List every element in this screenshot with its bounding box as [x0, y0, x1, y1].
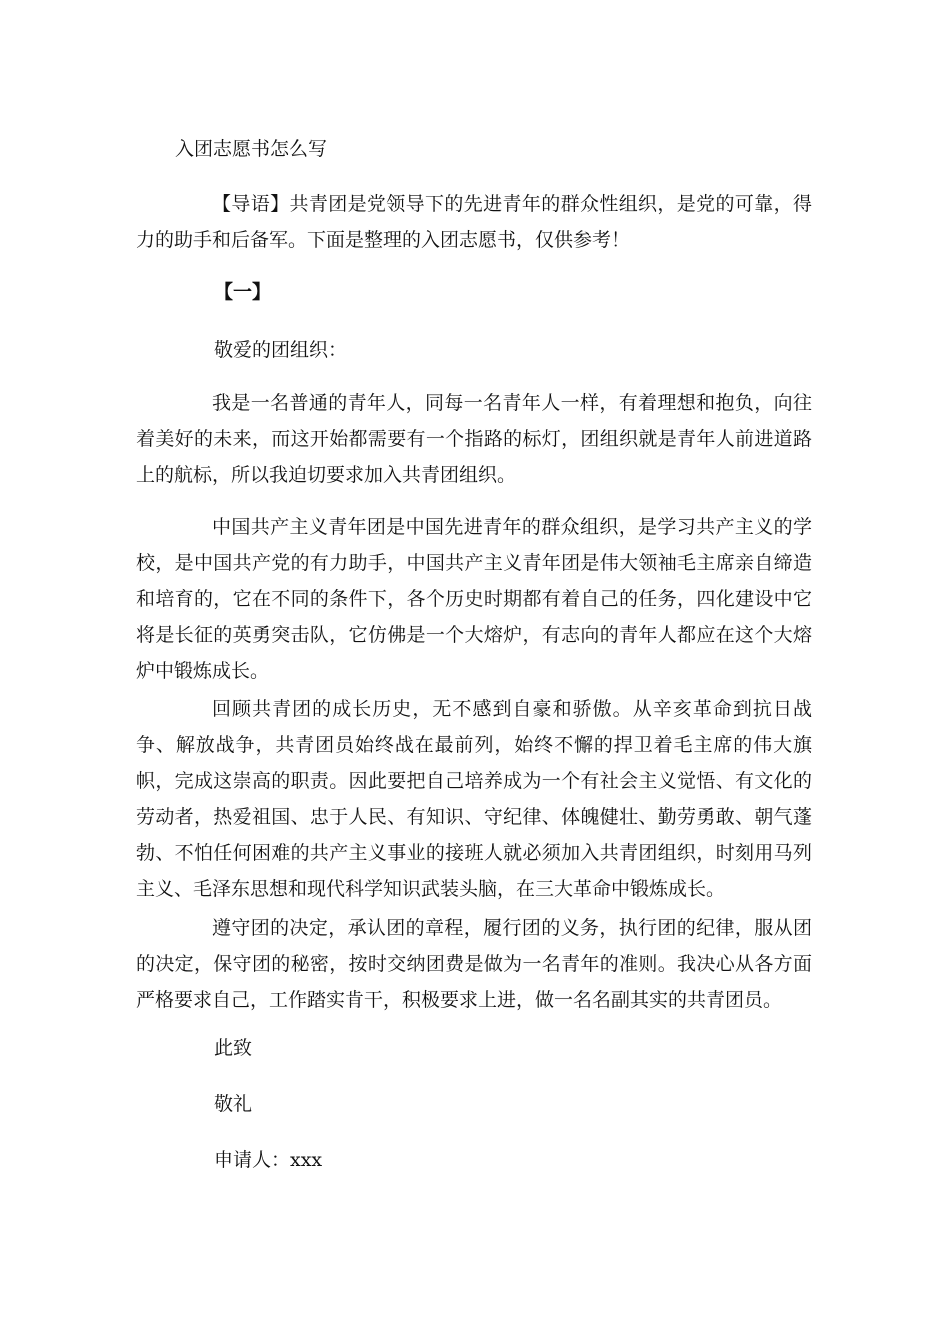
- salutation: 敬爱的团组织：: [214, 339, 348, 361]
- section-heading: 【一】: [214, 281, 272, 303]
- lead-paragraph: 【导语】共青团是党领导下的先进青年的群众性组织，是党的可靠，得力的助手和后备军。下面是整理的入团志愿书，仅供参考！: [136, 193, 812, 251]
- body-paragraph-1: 我是一名普通的青年人，同每一名青年人一样，有着理想和抱负，向往着美好的未来，而这开始都需要有一个指路的标灯，团组织就是青年人前进道路上的航标，所以我迫切要求加入共青团组织。: [136, 392, 812, 486]
- closing-line-1: 此致: [214, 1037, 253, 1059]
- body-paragraph-3: 回顾共青团的成长历史，无不感到自豪和骄傲。从辛亥革命到抗日战争、解放战争，共青团员始终战在最前列，始终不懈的捍卫着毛主席的伟大旗帜，完成这崇高的职责。因此要把自己培养成为一个有社会主义觉悟、有文化的劳动者，热爱祖国、忠于人民、有知识、守纪律、体魄健壮、勤劳勇敢、朝气蓬勃、不怕任何困难的共产主义事业的接班人就必须加入共青团组织，时刻用马列主义、毛泽东思想和现代科学知识武装头脑，在三大革命中锻炼成长。: [136, 698, 812, 900]
- closing-line-2: 敬礼: [214, 1093, 253, 1115]
- body-paragraph-2: 中国共产主义青年团是中国先进青年的群众组织，是学习共产主义的学校，是中国共产党的有力助手，中国共产主义青年团是伟大领袖毛主席亲自缔造和培育的，它在不同的条件下，各个历史时期都有着自己的任务，四化建设中它将是长征的英勇突击队，它仿佛是一个大熔炉，有志向的青年人都应在这个大熔炉中锻炼成长。: [136, 516, 812, 682]
- document-title: 入团志愿书怎么写: [175, 138, 328, 160]
- body-paragraph-4: 遵守团的决定，承认团的章程，履行团的义务，执行团的纪律，服从团的决定，保守团的秘密，按时交纳团费是做为一名青年的准则。我决心从各方面严格要求自己，工作踏实肯干，积极要求上进，做一名名副其实的共青团员。: [136, 917, 812, 1011]
- applicant-signature: 申请人：xxx: [214, 1149, 323, 1171]
